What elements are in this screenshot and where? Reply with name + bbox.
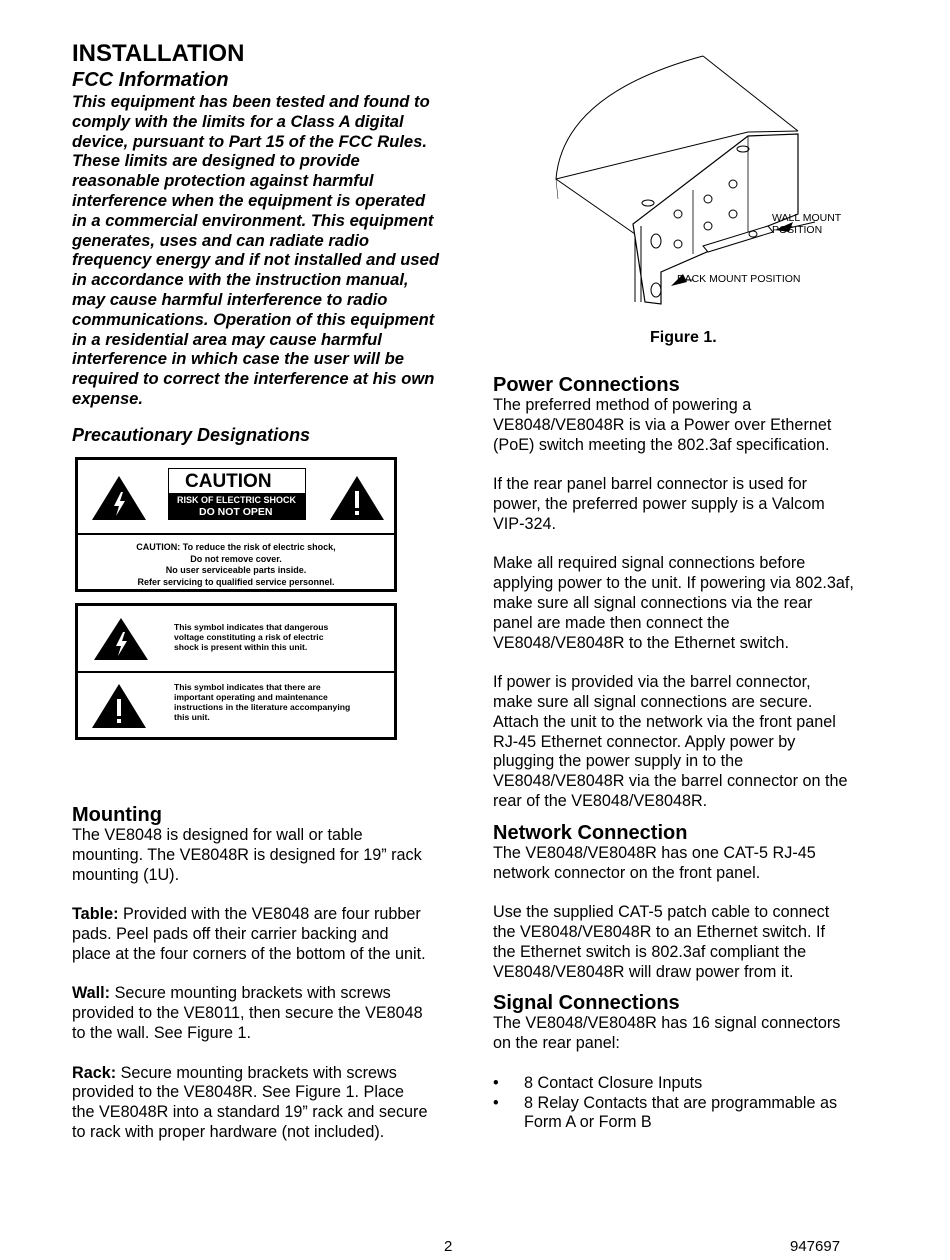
network-paragraph [493, 844, 893, 884]
fcc-line: comply with the limits for a Class A digital [72, 111, 404, 131]
electric-shock-warning-icon [90, 474, 148, 522]
symbol2-line: This symbol indicates that there are [174, 682, 321, 692]
left-column [72, 40, 462, 409]
wall-line: to the wall. See Figure 1. [72, 1023, 252, 1042]
power-line: applying power to the unit. If powering via 802.3af, [493, 574, 854, 593]
symbol1-line: voltage constituting a risk of electric [174, 632, 324, 642]
symbol2-text [174, 682, 359, 722]
power-line: VE8048/VE8048R to the Ethernet switch. [493, 633, 790, 652]
bullet-line: 8 Relay Contacts that are programmable as [524, 1093, 838, 1112]
mounting-section [72, 804, 462, 1143]
page-title: INSTALLATION [72, 40, 245, 67]
power-line: VE8048/VE8048R via the barrel connector on the [493, 772, 848, 791]
fcc-body [72, 92, 462, 409]
power-line: VIP-324. [493, 514, 556, 533]
power-line: power, the preferred power supply is a Valcom [493, 494, 825, 513]
symbol1-text [174, 622, 359, 652]
fcc-line: generates, uses and can radiate radio [72, 230, 369, 250]
signal-bullet-list [493, 1074, 893, 1133]
precautionary-heading: Precautionary Designations [72, 425, 311, 445]
caution-label [168, 468, 306, 520]
caution-box [75, 457, 397, 592]
power-line: Make all required signal connections before [493, 554, 806, 573]
power-line: make sure all signal connections via the rear [493, 593, 813, 612]
list-item [493, 1074, 893, 1094]
rack-paragraph [72, 1064, 462, 1143]
power-line: (PoE) switch meeting the 802.3af specification. [493, 435, 830, 454]
rack-line: to rack with proper hardware (not included). [72, 1122, 385, 1141]
table-line: Provided with the VE8048 are four rubber [118, 905, 421, 924]
rack-line: the VE8048R into a standard 19” rack and secure [72, 1103, 428, 1122]
power-line: plugging the power supply in to the [493, 752, 744, 771]
symbol-meanings-box [75, 603, 397, 740]
table-paragraph [72, 905, 462, 964]
caution-word: CAUTION [185, 471, 272, 492]
caution-line2: DO NOT OPEN [199, 506, 273, 518]
power-line: panel are made then connect the [493, 613, 730, 632]
electric-shock-warning-icon [92, 616, 150, 662]
caution-text [78, 542, 394, 588]
power-line: make sure all signal connections are secure. [493, 692, 813, 711]
power-line: The preferred method of powering a [493, 396, 752, 414]
symbol2-line: instructions in the literature accompanying [174, 702, 351, 712]
network-heading: Network Connection [493, 821, 688, 844]
power-paragraph [493, 396, 893, 455]
wall-line: Secure mounting brackets with screws [110, 984, 391, 1003]
power-line: Attach the unit to the network via the front panel [493, 712, 836, 731]
mounting-heading: Mounting [72, 804, 162, 826]
exclamation-warning-icon [328, 474, 386, 522]
caution-text-line: Do not remove cover. [190, 553, 282, 564]
rack-line: Secure mounting brackets with screws [116, 1063, 397, 1082]
mounting-line: mounting (1U). [72, 865, 180, 884]
rack-label: Rack: [72, 1063, 117, 1082]
table-label: Table: [72, 905, 119, 924]
power-heading: Power Connections [493, 374, 680, 396]
caution-text-line: Refer servicing to qualified service personnel. [137, 576, 335, 587]
power-line: If power is provided via the barrel connector, [493, 673, 811, 692]
symbol2-line: important operating and maintenance [174, 692, 328, 702]
mounting-paragraph [72, 826, 462, 885]
figure-1 [553, 54, 893, 314]
power-line: RJ-45 Ethernet connector. Apply power by [493, 732, 796, 751]
power-line: rear of the VE8048/VE8048R. [493, 791, 708, 810]
exclamation-warning-icon [90, 682, 148, 730]
signal-paragraph [493, 1014, 893, 1054]
divider [78, 671, 394, 673]
network-line: VE8048/VE8048R will draw power from it. [493, 962, 794, 981]
rack-line: provided to the VE8048R. See Figure 1. Place [72, 1083, 405, 1102]
network-line: the VE8048/VE8048R to an Ethernet switch. If [493, 922, 826, 941]
list-item [493, 1094, 893, 1134]
power-paragraph [493, 475, 893, 534]
power-line: If the rear panel barrel connector is used for [493, 475, 808, 494]
bullet-line: Form A or Form B [524, 1113, 652, 1132]
bullet-glyph: • [493, 1093, 499, 1112]
bullet-line: 8 Contact Closure Inputs [524, 1073, 703, 1092]
mounting-line: mounting. The VE8048R is designed for 19” rack [72, 845, 422, 864]
fcc-line: expense. [72, 388, 144, 408]
page-number: 2 [444, 1238, 453, 1255]
table-line: place at the four corners of the bottom of the unit. [72, 944, 426, 963]
fcc-line: interference in which case the user will be [72, 349, 404, 369]
power-line: VE8048/VE8048R is via a Power over Ethernet [493, 415, 832, 434]
caution-line1: RISK OF ELECTRIC SHOCK [177, 495, 297, 505]
fcc-line: interference when the equipment is operated [72, 190, 426, 210]
wall-label: Wall: [72, 984, 111, 1003]
caution-text-line: CAUTION: To reduce the risk of electric shock, [136, 542, 336, 552]
fcc-line: This equipment has been tested and found to [72, 92, 430, 111]
fcc-line: communications. Operation of this equipment [72, 309, 435, 329]
mounting-line: The VE8048 is designed for wall or table [72, 826, 363, 844]
symbol2-line: this unit. [174, 712, 210, 722]
network-line: network connector on the front panel. [493, 863, 761, 882]
network-line: the Ethernet switch is 802.3af compliant the [493, 942, 807, 961]
symbol1-line: This symbol indicates that dangerous [174, 622, 329, 632]
power-paragraph [493, 673, 893, 812]
figure-caption: Figure 1. [650, 329, 717, 346]
wall-line: provided to the VE8011, then secure the VE8048 [72, 1004, 423, 1023]
fcc-line: reasonable protection against harmful [72, 171, 374, 191]
divider [78, 533, 394, 535]
fcc-line: These limits are designed to provide [72, 151, 360, 171]
power-paragraph [493, 554, 893, 653]
network-line: The VE8048/VE8048R has one CAT-5 RJ-45 [493, 843, 816, 862]
fcc-line: may cause harmful interference to radio [72, 289, 388, 309]
signal-heading: Signal Connections [493, 992, 680, 1015]
wall-mount-label: WALL MOUNT POSITION [772, 212, 842, 236]
document-number: 947697 [790, 1238, 841, 1255]
fcc-line: in a residential area may cause harmful [72, 329, 382, 349]
fcc-line: device, pursuant to Part 15 of the FCC Rules. [72, 131, 427, 151]
rack-mount-label: RACK MOUNT POSITION [677, 273, 801, 285]
network-paragraph [493, 903, 893, 982]
fcc-line: frequency energy and if not installed and used [72, 250, 439, 270]
signal-line: The VE8048/VE8048R has 16 signal connectors [493, 1014, 841, 1033]
right-column [493, 374, 893, 1133]
caution-text-line: No user serviceable parts inside. [165, 565, 307, 575]
fcc-line: in a commercial environment. This equipment [72, 210, 434, 230]
signal-line: on the rear panel: [493, 1034, 620, 1053]
fcc-line: required to correct the interference at his own [72, 369, 435, 389]
symbol1-line: shock is present within this unit. [174, 642, 308, 652]
fcc-heading: FCC Information [72, 69, 229, 91]
table-line: pads. Peel pads off their carrier backing and [72, 924, 389, 943]
caution-black-band [169, 493, 305, 519]
bullet-glyph: • [493, 1073, 499, 1092]
fcc-line: in accordance with the instruction manual, [72, 270, 409, 290]
network-line: Use the supplied CAT-5 patch cable to connect [493, 903, 830, 922]
wall-paragraph [72, 984, 462, 1043]
